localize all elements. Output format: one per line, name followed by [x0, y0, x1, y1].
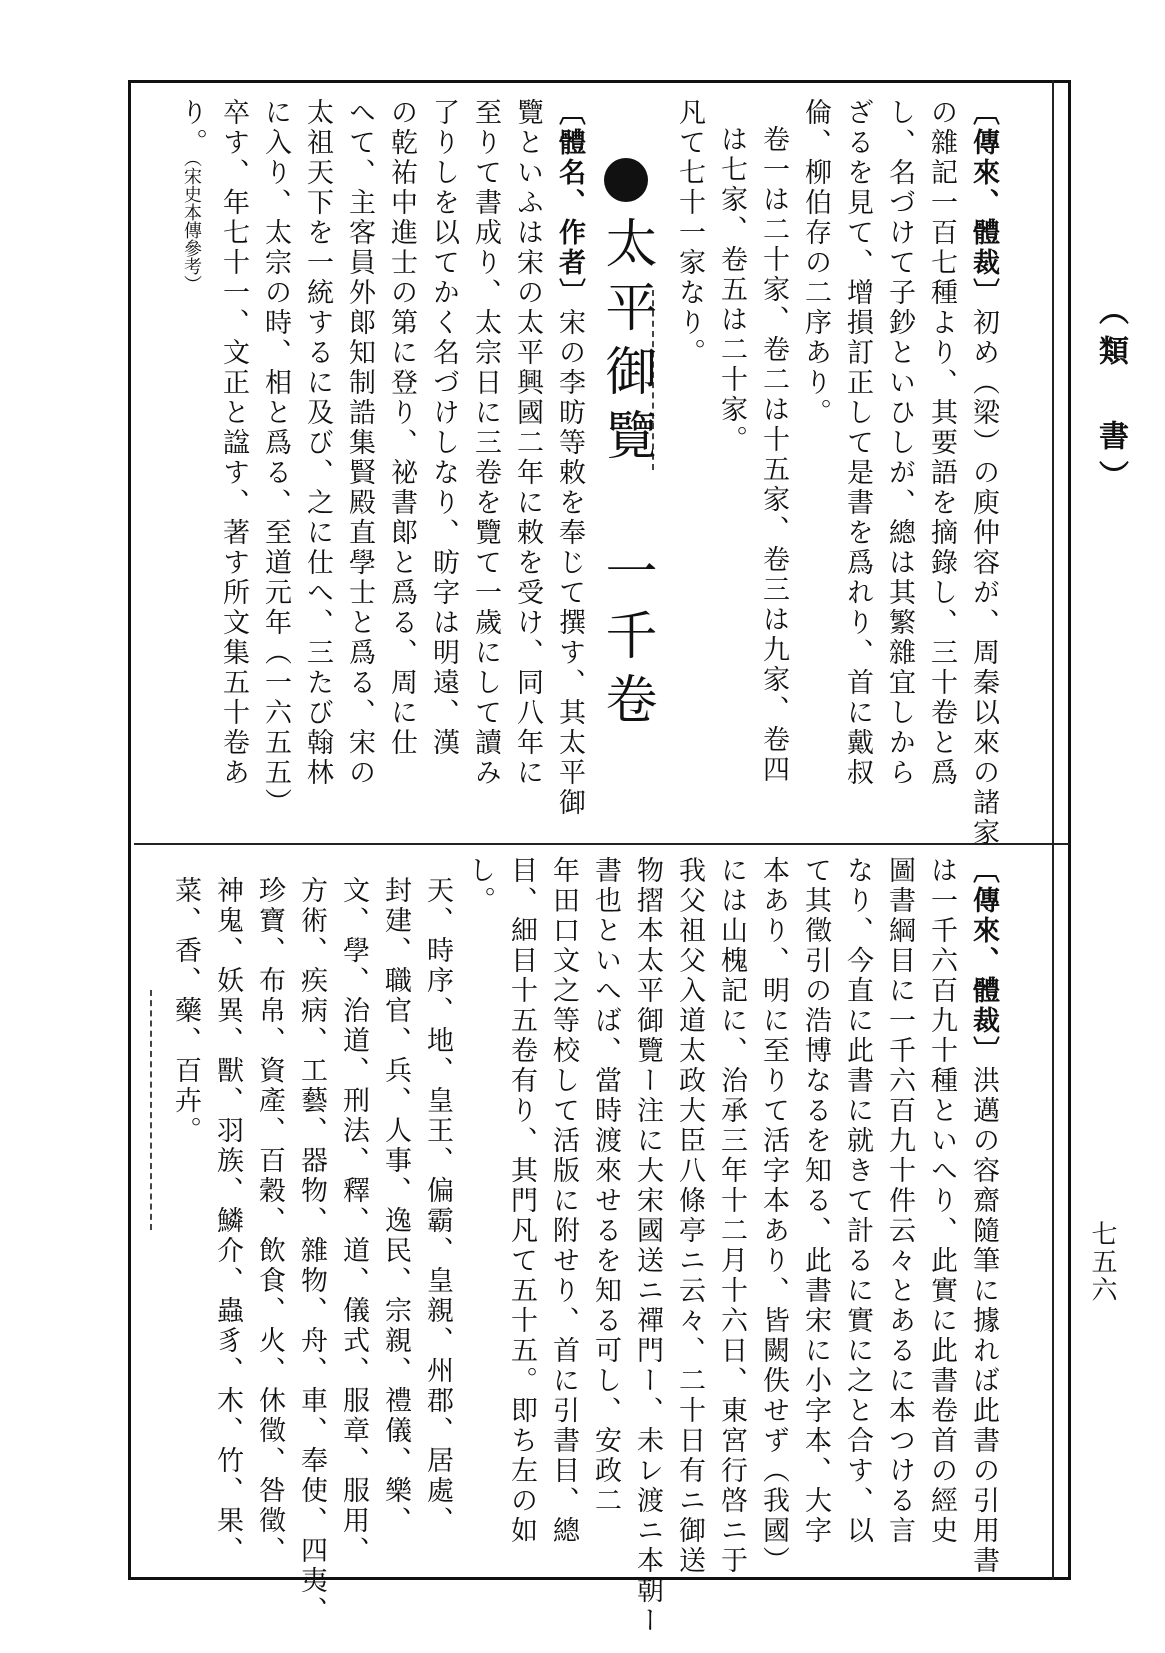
bottom-col-14: 天、時序、地、皇王、偏霸、皇親、州郡、居處、: [422, 876, 453, 1536]
top-col-7: は七家、卷五は二十家。: [716, 125, 747, 455]
entry-title-text: 太平御覽 一千卷: [596, 216, 656, 736]
bottom-col-12: 目、細目十五卷有り、其門凡て五十五。即ち左の如: [506, 856, 537, 1546]
bottom-col-9: 物摺本太平御覽ー注に大宋國送ニ禪門ー、未レ渡ニ本朝ー: [632, 856, 663, 1636]
top-col-11: 至りて書成り、太宗日に三卷を覽て一歲にして讀み: [470, 98, 501, 788]
top-col-1-text: 初め（梁）の庾仲容が、周秦以來の諸家: [968, 308, 999, 848]
top-col-5: 倫、柳伯存の二序あり。: [800, 98, 831, 428]
bottom-col-4: なり、今直に此書に就きて計るに實に之と合す、以: [842, 856, 873, 1546]
entry-title: [596, 158, 656, 736]
bottom-col-8: 我父祖父入道太政大臣八條亭ニ云々、二十日有ニ御送: [674, 856, 705, 1576]
margin-rule: [1052, 80, 1054, 1580]
bottom-col-16: 文、學、治道、刑法、釋、道、儀式、服章、服用、: [338, 876, 369, 1566]
bottom-col-2: は一千六百九十種といへり、此實に此書卷首の經史: [926, 856, 957, 1546]
top-col-3: し、名づけて子鈔といひしが、總は其繁雜宜しから: [884, 98, 915, 788]
bottom-col-15: 封建、職官、兵、人事、逸民、宗親、禮儀、樂、: [380, 876, 411, 1536]
source-note: （宋史本傳參考）: [181, 158, 202, 293]
bottom-col-13: し。: [464, 856, 495, 916]
top-col-17: 卒す、年七十一、文正と諡す、著す所文集五十卷あ: [218, 98, 249, 788]
top-col-13: の乾祐中進士の第に登り、祕書郞と爲る、周に仕: [386, 98, 417, 758]
bottom-col-11: 年田口文之等校して活版に附せり、首に引書目、總: [548, 856, 579, 1546]
top-col-18: [178, 98, 205, 293]
top-col-16: に入り、太宗の時、相と爲る、至道元年（一六五五）: [260, 98, 291, 818]
top-col-14: へて、主客員外郞知制誥集賢殿直學士と爲る、宋の: [344, 98, 375, 788]
page-number: 七五六: [1087, 1220, 1117, 1304]
bullet-icon: [604, 158, 648, 202]
section-divider: [134, 843, 1069, 845]
bottom-col-5: て其徵引の浩博なるを知る、此書宋に小字本、大字: [800, 856, 831, 1546]
top-col-9-text: 宋の李昉等敕を奉じて撰す、其太平御: [554, 308, 585, 818]
top-col-9: [556, 98, 583, 818]
top-col-15: 太祖天下を一統するに及び、之に仕へ、三たび翰林: [302, 98, 333, 788]
section-tag: 〔傳來、體裁〕: [968, 98, 999, 308]
bottom-col-20: 菜、香、藥、百卉。: [170, 876, 201, 1146]
bottom-col-1-text: 洪邁の容齋隨筆に據れば此書の引用書: [968, 1066, 999, 1576]
bottom-col-6: 本あり、明に至りて活字本あり、皆闕佚せず（我國）: [758, 856, 789, 1576]
bottom-col-18: 珍寶、布帛、資產、百穀、飲食、火、休徵、咎徵、: [254, 876, 285, 1566]
separator-wavy-line: [150, 990, 152, 1230]
bottom-col-7: には山槐記に、治承三年十二月十六日、東宮行啓ニ于: [716, 856, 747, 1576]
bottom-col-17: 方術、疾病、工藝、器物、雜物、舟、車、奉使、四夷、: [296, 876, 327, 1626]
top-col-18-text: り。: [176, 98, 207, 158]
top-col-6: 卷一は二十家、卷二は十五家、卷三は九家、卷四: [758, 125, 789, 785]
top-col-10: 覽といふは宋の太平興國二年に敕を受け、同八年に: [512, 98, 543, 788]
top-col-4: ざるを見て、增損訂正して是書を爲れり、首に戴叔: [842, 98, 873, 788]
bottom-col-1: [970, 856, 997, 1576]
bottom-col-19: 神鬼、妖異、獸、羽族、鱗介、蟲豸、木、竹、果、: [212, 876, 243, 1566]
top-col-12: 了りしを以てかく名づけしなり、昉字は明遠、漢: [428, 98, 459, 758]
bottom-col-3: 圖書綱目に一千六百九十件云々とあるに本つける言: [884, 856, 915, 1546]
top-col-8: 凡て七十一家なり。: [674, 98, 705, 368]
section-tag: 〔傳來、體裁〕: [968, 856, 999, 1066]
top-col-1: [970, 98, 997, 848]
section-tag: 〔體名、作者〕: [554, 98, 585, 308]
bottom-col-10: 書也といへば、當時渡來せるを知る可し、安政二: [590, 856, 621, 1516]
running-head: （類 書）: [1093, 295, 1128, 500]
top-col-2: の雜記一百七種より、其要語を摘錄し、三十卷と爲: [926, 98, 957, 788]
